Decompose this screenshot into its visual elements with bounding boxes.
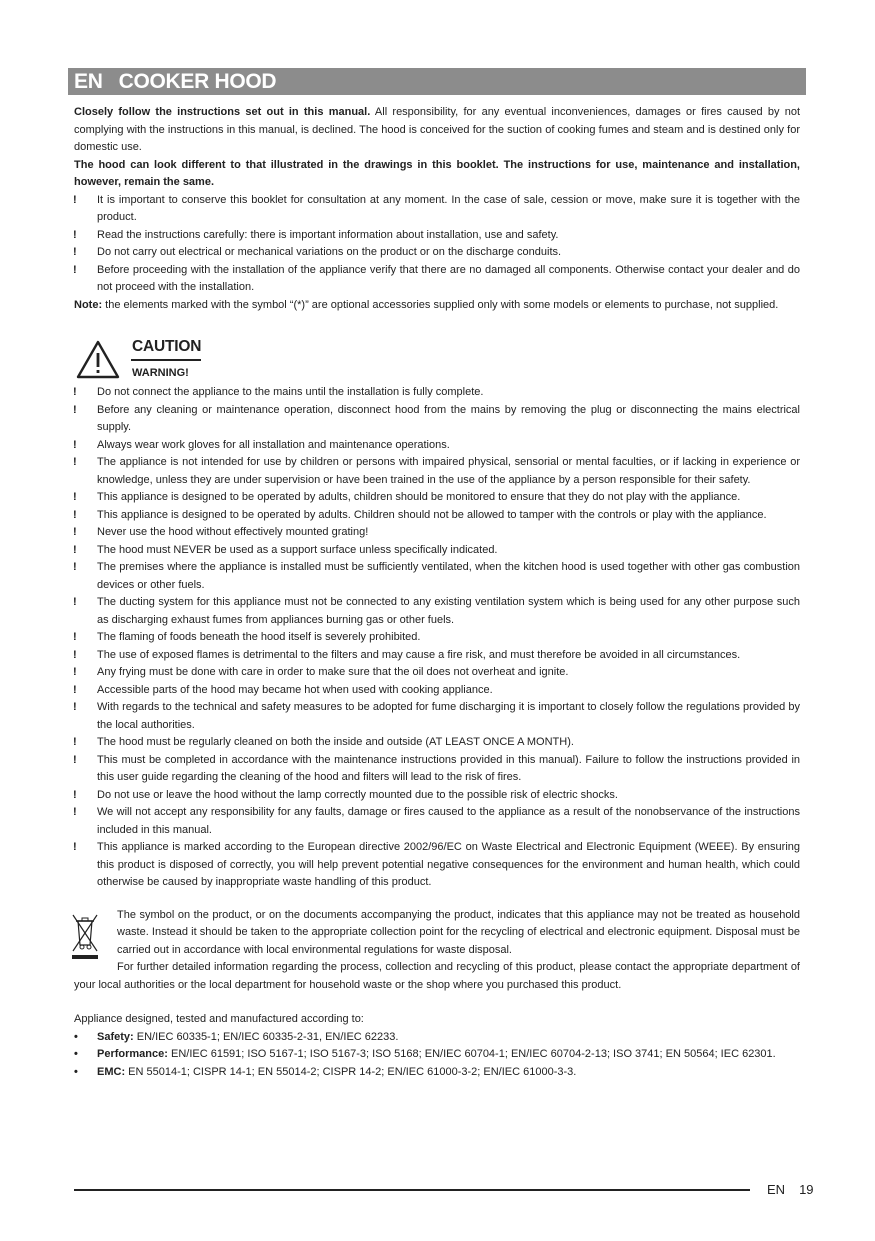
exclamation-icon: !	[73, 193, 77, 206]
header-title: COOKER HOOD	[118, 70, 277, 93]
list-item	[74, 244, 800, 262]
standards-list	[74, 1029, 800, 1082]
section-header	[68, 68, 806, 95]
footer-language-code: EN	[767, 1182, 786, 1197]
list-item	[74, 437, 800, 455]
list-item	[74, 507, 800, 525]
list-item-text: It is important to conserve this booklet for consultation at any moment. In the case of sale, cession or move, make sure it is together with the product.	[97, 193, 800, 223]
list-item	[74, 1046, 800, 1064]
exclamation-icon: !	[73, 561, 77, 573]
standard-label: Safety:	[97, 1030, 134, 1043]
caution-heading	[74, 338, 800, 384]
header-language-code: EN	[74, 70, 103, 93]
list-item	[74, 647, 800, 665]
exclamation-icon: !	[73, 753, 77, 766]
exclamation-icon: !	[73, 666, 77, 678]
bullet-dot-icon: •	[74, 1048, 78, 1060]
note-text: the elements marked with the symbol “(*)” are optional accessories supplied only with some models or elements to purchase, not supplied.	[102, 298, 779, 311]
list-item-text: This appliance is designed to be operated by adults, children should be monitored to ensure that they do not play with the appliance.	[97, 491, 741, 503]
intro-paragraph	[74, 104, 800, 157]
warning-label: WARNING!	[132, 367, 189, 379]
caution-title: CAUTION	[132, 338, 202, 355]
list-item	[74, 804, 800, 839]
standard-text: EN/IEC 60335-1; EN/IEC 60335-2-31, EN/IEC 62233.	[133, 1030, 399, 1043]
list-item-text: Before any cleaning or maintenance operation, disconnect hood from the mains by removing the plug or disconnecting the mains electrical supply.	[97, 403, 800, 433]
exclamation-icon: !	[73, 526, 77, 538]
list-item	[74, 384, 800, 402]
list-item-text: Do not carry out electrical or mechanical variations on the product or on the discharge conduits.	[97, 246, 562, 258]
bullet-dot-icon: •	[74, 1030, 78, 1043]
appearance-note-text: The hood can look different to that illustrated in the drawings in this booklet. The instructions for use, maintenance and installation, however, remain the same.	[74, 158, 800, 188]
list-item-text: Always wear work gloves for all installation and maintenance operations.	[97, 438, 450, 451]
list-item-text: This appliance is designed to be operated by adults. Children should not be allowed to tamper with the controls or play with the appliance.	[97, 508, 767, 521]
list-item	[74, 1029, 800, 1047]
appearance-note	[74, 157, 800, 192]
exclamation-icon: !	[73, 228, 77, 241]
intro-bullet-list	[74, 192, 800, 297]
list-item	[74, 664, 800, 682]
list-item	[74, 454, 800, 489]
page-number: 19	[799, 1182, 814, 1197]
list-item	[74, 752, 800, 787]
standard-label: Performance:	[97, 1048, 168, 1060]
exclamation-icon: !	[73, 386, 77, 398]
exclamation-icon: !	[73, 841, 77, 853]
list-item-text: Accessible parts of the hood may became hot when used with cooking appliance.	[97, 683, 493, 696]
list-item	[74, 699, 800, 734]
intro-bold: Closely follow the instructions set out in this manual.	[74, 106, 371, 118]
manual-content	[74, 104, 800, 1081]
exclamation-icon: !	[73, 701, 77, 713]
standards-section	[74, 1011, 800, 1081]
caution-underline	[131, 359, 201, 361]
intro-text: All responsibility, for any eventual inconveniences, damages or fires caused by not complying with the instructions in this manual, is declined. The hood is conceived for the suction of cooking fumes and steam and is destined only for domestic use.	[74, 106, 800, 153]
list-item	[74, 682, 800, 700]
weee-disposal-section	[74, 907, 800, 995]
list-item-text: Do not use or leave the hood without the lamp correctly mounted due to the possible risk of electric shocks.	[97, 788, 618, 801]
list-item-text: We will not accept any responsibility for any faults, damage or fires caused to the appliance as a result of the nonobservance of the instructions included in this manual.	[97, 806, 800, 836]
crossed-out-wheelie-bin-icon	[70, 911, 100, 961]
list-item	[74, 524, 800, 542]
exclamation-icon: !	[73, 648, 77, 661]
list-item	[74, 787, 800, 805]
warning-triangle-icon	[76, 340, 120, 380]
list-item-text: Do not connect the appliance to the mains until the installation is fully complete.	[97, 386, 484, 398]
list-item-text: Never use the hood without effectively mounted grating!	[97, 526, 369, 538]
footer-divider	[74, 1189, 750, 1191]
list-item	[74, 402, 800, 437]
list-item-text: The hood must NEVER be used as a support surface unless specifically indicated.	[97, 543, 498, 556]
list-item	[74, 1064, 800, 1082]
list-item	[74, 262, 800, 297]
list-item	[74, 192, 800, 227]
list-item	[74, 594, 800, 629]
standard-text: EN 55014-1; CISPR 14-1; EN 55014-2; CISPR 14-2; EN/IEC 61000-3-2; EN/IEC 61000-3-3.	[125, 1065, 577, 1078]
exclamation-icon: !	[73, 438, 77, 451]
list-item-text: With regards to the technical and safety measures to be adopted for fume discharging it is important to closely follow the regulations provided by the local authorities.	[97, 701, 800, 731]
weee-paragraph: The symbol on the product, or on the documents accompanying the product, indicates that this appliance may not be treated as household waste. Instead it should be taken to the appropriate collection point for the recycling of electrical and electronic equipment. Disposal must be carried out in accordance with local environmental regulations for waste disposal.	[117, 908, 800, 956]
note-label: Note:	[74, 298, 103, 311]
list-item-text: Before proceeding with the installation of the appliance verify that there are no damaged all components. Otherwise contact your dealer and do not proceed with the installation.	[97, 263, 800, 293]
exclamation-icon: !	[73, 736, 77, 748]
exclamation-icon: !	[73, 631, 77, 643]
standard-text: EN/IEC 61591; ISO 5167-1; ISO 5167-3; ISO 5168; EN/IEC 60704-1; EN/IEC 60704-2-13; ISO 3741; EN 50564; IEC 62301.	[167, 1048, 776, 1060]
page-footer	[767, 1182, 814, 1197]
list-item	[74, 489, 800, 507]
list-item	[74, 559, 800, 594]
list-item-text: The hood must be regularly cleaned on both the inside and outside (AT LEAST ONCE A MONTH).	[97, 736, 574, 748]
list-item-text: The flaming of foods beneath the hood itself is severely prohibited.	[97, 631, 421, 643]
list-item-text: Read the instructions carefully: there is important information about installation, use and safety.	[97, 228, 559, 241]
exclamation-icon: !	[73, 246, 77, 258]
list-item	[74, 227, 800, 245]
list-item-text: Any frying must be done with care in order to make sure that the oil does not overheat and ignite.	[97, 666, 569, 678]
weee-contact-paragraph: For further detailed information regarding the process, collection and recycling of this product, please contact the appropriate department of your local authorities or the local department for household waste or the shop where you purchased this product.	[74, 961, 800, 991]
list-item	[74, 629, 800, 647]
list-item	[74, 839, 800, 892]
standard-label: EMC:	[97, 1065, 126, 1078]
exclamation-icon: !	[73, 683, 77, 696]
bullet-dot-icon: •	[74, 1065, 78, 1078]
exclamation-icon: !	[73, 806, 77, 818]
exclamation-icon: !	[73, 456, 77, 468]
exclamation-icon: !	[73, 491, 77, 503]
list-item	[74, 734, 800, 752]
standards-intro: Appliance designed, tested and manufactured according to:	[74, 1013, 364, 1025]
exclamation-icon: !	[73, 263, 77, 276]
list-item-text: The ducting system for this appliance must not be connected to any existing ventilation system which is being used for any other purpose such as discharging exhaust fumes from appliances burning gas or other fuels.	[97, 596, 800, 626]
exclamation-icon: !	[73, 543, 77, 556]
caution-bullet-list	[74, 384, 800, 892]
optional-note	[74, 297, 800, 315]
exclamation-icon: !	[73, 596, 77, 608]
list-item-text: This appliance is marked according to the European directive 2002/96/EC on Waste Electrical and Electronic Equipment (WEEE). By ensuring this product is disposed of correctly, you will help prevent potential negative consequences for the environment and human health, which could otherwise be caused by inappropriate waste handling of this product.	[97, 841, 800, 888]
exclamation-icon: !	[73, 788, 77, 801]
list-item-text: This must be completed in accordance with the maintenance instructions provided in this manual). Failure to follow the instructions provided in this user guide regarding the cleaning of the hood and filters will lead to the risk of fires.	[97, 753, 800, 783]
list-item-text: The appliance is not intended for use by children or persons with impaired physical, sensorial or mental faculties, or if lacking in experience or knowledge, unless they are under supervision or have been trained in the use of the appliance by a person responsible for their safety.	[97, 456, 800, 486]
exclamation-icon: !	[73, 403, 77, 416]
list-item	[74, 542, 800, 560]
list-item-text: The use of exposed flames is detrimental to the filters and may cause a fire risk, and must therefore be avoided in all circumstances.	[97, 648, 741, 661]
list-item-text: The premises where the appliance is installed must be sufficiently ventilated, when the kitchen hood is used together with other gas combustion devices or other fuels.	[97, 561, 800, 591]
exclamation-icon: !	[73, 508, 77, 521]
